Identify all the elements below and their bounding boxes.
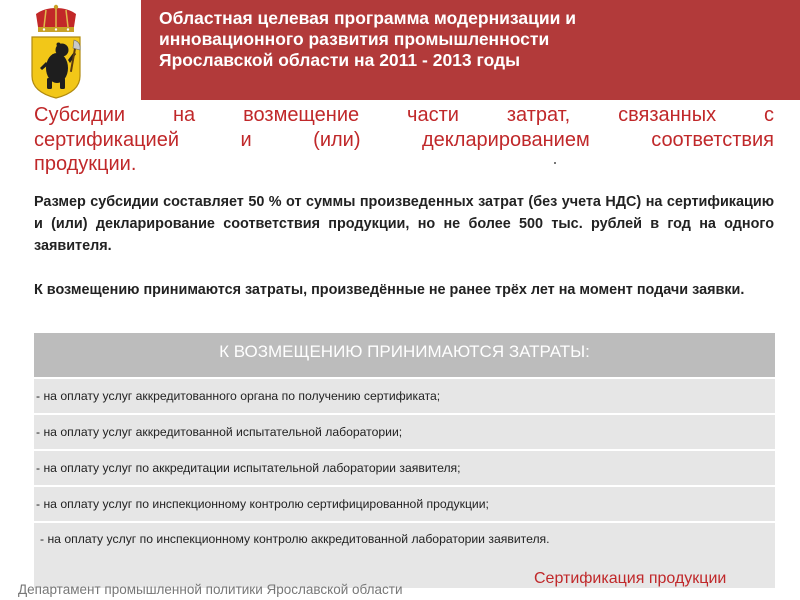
expenses-table bbox=[34, 333, 775, 588]
table-cell: - на оплату услуг по аккредитации испытательной лаборатории заявителя; bbox=[34, 450, 775, 486]
table-cell: - на оплату услуг аккредитованной испытательной лаборатории; bbox=[34, 414, 775, 450]
headline-line-3: продукции. bbox=[34, 153, 137, 175]
table-cell: - на оплату услуг по инспекционному контролю сертифицированной продукции; bbox=[34, 486, 775, 522]
table-header-row bbox=[34, 333, 775, 378]
coat-of-arms-icon bbox=[24, 4, 88, 100]
table-row bbox=[34, 378, 775, 414]
program-title-line-2: инновационного развития промышленности bbox=[159, 29, 550, 49]
table-cell: - на оплату услуг аккредитованного органа по получению сертификата; bbox=[34, 378, 775, 414]
program-title-line-1: Областная целевая программа модернизации и bbox=[159, 8, 577, 28]
headline-line-1: Субсидии на возмещение части затрат, связанных с bbox=[34, 104, 774, 126]
table-row bbox=[34, 450, 775, 486]
body-text bbox=[34, 191, 774, 301]
table-header-cell: К ВОЗМЕЩЕНИЮ ПРИНИМАЮТСЯ ЗАТРАТЫ: bbox=[34, 333, 775, 378]
table-cell: - на оплату услуг по инспекционному контролю аккредитованной лаборатории заявителя. bbox=[34, 522, 775, 588]
paragraph-spacer bbox=[34, 257, 774, 279]
table-row bbox=[34, 486, 775, 522]
subsidy-size-paragraph: Размер субсидии составляет 50 % от суммы произведенных затрат (без учета НДС) на сертификацию и (или) декларирование соответствия продукции, но не более 500 тыс. рублей в год на одного заявителя. bbox=[34, 194, 774, 254]
program-title-banner bbox=[141, 0, 800, 100]
slide-headline bbox=[34, 103, 774, 177]
crown-icon bbox=[36, 5, 76, 32]
table-row bbox=[34, 414, 775, 450]
headline-line-2: сертификацией и (или) декларированием соответствия bbox=[34, 128, 774, 151]
section-footer: Сертификация продукции bbox=[534, 570, 727, 587]
program-title-line-3: Ярославской области на 2011 - 2013 годы bbox=[159, 50, 521, 70]
department-footer: Департамент промышленной политики Ярославской области bbox=[18, 582, 403, 597]
reimbursement-term-paragraph: К возмещению принимаются затраты, произведённые не ранее трёх лет на момент подачи заявки. bbox=[34, 282, 745, 298]
stray-dot bbox=[554, 162, 556, 164]
